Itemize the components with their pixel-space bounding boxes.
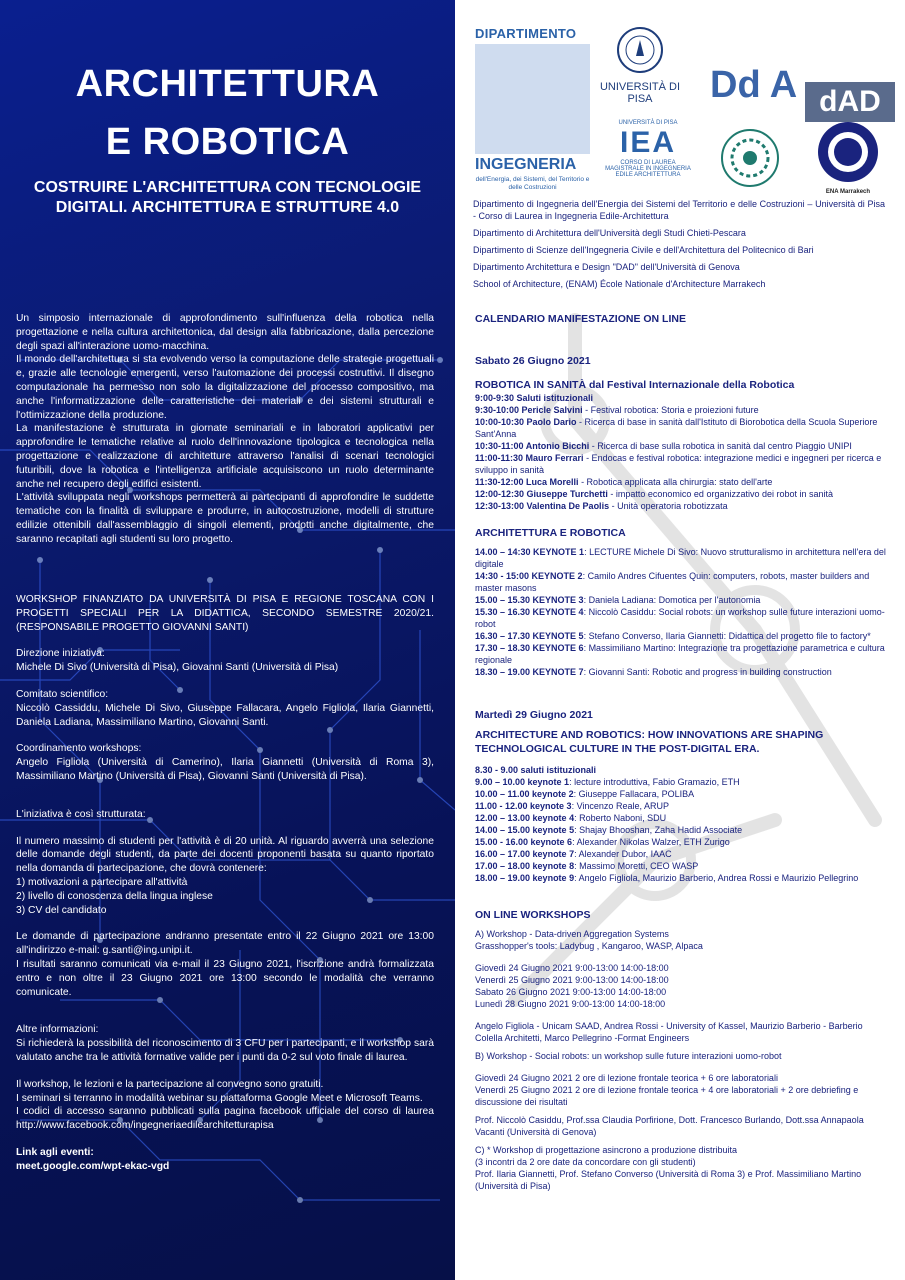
- iea-top: UNIVERSITÀ DI PISA: [618, 120, 678, 126]
- schedule-desc: : Stefano Converso, Ilaria Giannetti: Didattica del progetto file to factory*: [583, 631, 871, 641]
- workshop-a-date: Venerdì 25 Giugno 2021 9:00-13:00 14:00-18:00: [475, 975, 669, 985]
- schedule-desc: : Niccolò Casiddu: Social robots: un workshop sulle future interazioni uomo-robot: [475, 607, 885, 629]
- logo-area: [465, 18, 895, 198]
- department-item: Dipartimento di Scienze dell'Ingegneria Civile e dell'Architettura del Politecnico di Bari: [473, 245, 814, 255]
- workshop-b-date: Giovedì 24 Giugno 2021 2 ore di lezione frontale teorica + 6 ore laboratoriali: [475, 1073, 778, 1083]
- intro-paragraph: Un simposio internazionale di approfondimento sull'influenza della robotica nella progettazione e nella cultura architettonica, dal design alla fabbricazione, dalla percezione degli spazi all'interazione uomo-macchina.: [16, 313, 434, 352]
- main-title: [0, 55, 455, 171]
- workshop-b-title: B) Workshop - Social robots: un workshop sulle future interazioni uomo-robot: [475, 1051, 782, 1061]
- unipi-name: UNIVERSITÀ DI PISA: [599, 81, 681, 105]
- schedule-item: [475, 666, 887, 678]
- intro-text: [16, 312, 434, 547]
- schedule-item: [475, 812, 887, 824]
- schedule-time: 11.00 - 12.00 keynote 3: [475, 801, 572, 811]
- altre-value: Si richiederà la possibilità del riconoscimento di 3 CFU per i partecipanti, e il workshop sarà valutato anche tra le attività formative valide per i punti da 0-2 sul voto finale di laurea.: [16, 1038, 434, 1063]
- schedule-desc: : LECTURE Michele Di Sivo: Nuovo strutturalismo in architettura nell'era del digitale: [475, 547, 886, 569]
- schedule-time: 14.00 – 15.00 keynote 5: [475, 825, 575, 835]
- schedule-time: 15.30 – 16.30 KEYNOTE 4: [475, 607, 584, 617]
- direzione-value: Michele Di Sivo (Università di Pisa), Giovanni Santi (Università di Pisa): [16, 662, 339, 674]
- day-2-heading: Martedì 29 Giugno 2021: [475, 709, 593, 721]
- schedule-desc: - Ricerca di base in sanità dall'Istituto di Biorobotica della Scuola Superiore Sant'Anna: [475, 417, 878, 439]
- schedule-desc: : Massimo Moretti, CEO WASP: [574, 861, 699, 871]
- schedule-item: [475, 440, 887, 452]
- enam-caption: ENA Marrakech: [825, 189, 871, 195]
- unipi-logo: [595, 26, 685, 105]
- codici-text: I codici di accesso saranno pubblicati sulla pagina facebook ufficiale del corso di laurea http://www.facebook.com/ingegneriaedilearchitetturapisa: [16, 1106, 434, 1132]
- comitato-value: Niccolò Cassiddu, Michele Di Sivo, Giuseppe Fallacara, Angelo Figliola, Ilaria Giannetti, Daniela Ladiana, Massimiliano Martino, Giovanni Santi.: [16, 702, 434, 728]
- info-text: [16, 593, 434, 1174]
- workshop-a-people: Angelo Figliola - Unicam SAAD, Andrea Rossi - University of Kassel, Maurizio Barberio - Barberio Colella Architetti, Marco Pellegrino -Format Engineers: [475, 1021, 863, 1043]
- schedule-item: [475, 416, 887, 440]
- workshop-b-date: Venerdì 25 Giugno 2021 2 ore di lezione frontale teorica + 4 ore laboratoriali + 2 ore debriefing e discussione dei risultati: [475, 1085, 859, 1107]
- gratuiti-text: Il workshop, le lezioni e la partecipazione al convegno sono gratuiti.: [16, 1078, 324, 1090]
- schedule-item: [475, 570, 887, 594]
- schedule-item: [475, 606, 887, 630]
- ingegneria-label: INGEGNERIA: [475, 156, 577, 173]
- schedule-time: 10:30-11:00 Antonio Bicchi: [475, 441, 590, 451]
- department-item: Dipartimento di Ingegneria dell'Energia dei Sistemi del Territorio e delle Costruzioni – Università di Pisa - Corso di Laurea in Ingegneria Edile-Architettura: [473, 199, 885, 221]
- coordinamento-label: Coordinamento workshops:: [16, 743, 142, 755]
- schedule-item: [475, 500, 887, 512]
- enam-logo: [813, 120, 883, 200]
- schedule-item: [475, 546, 887, 570]
- seminari-text: I seminari si terranno in modalità webinar su piattaforma Google Meet e Microsoft Teams.: [16, 1092, 423, 1104]
- subtitle: COSTRUIRE L'ARCHITETTURA CON TECNOLOGIE DIGITALI. ARCHITETTURA E STRUTTURE 4.0: [33, 179, 422, 216]
- schedule-time: 9:00-9:30 Saluti istituzionali: [475, 393, 594, 403]
- dad-logo: dAD: [805, 82, 895, 122]
- iea-label: IEA: [619, 126, 676, 159]
- right-panel: [455, 0, 905, 1280]
- schedule-time: 17.00 – 18.00 keynote 8: [475, 861, 575, 871]
- intro-paragraph: Il mondo dell'architettura si sta evolvendo verso la computazione delle strategie progettuali e, grazie alle tecnologie emergenti, verso l'automazione dei processi costruttivi. Il disegno computazionale ha permesso non solo la digitalizzazione del processo compositivo, ma anche l'informatizzazione delle caratteristiche dei materiali e dei sistemi strutturali e l'ottimizzazione della produzione.: [16, 354, 434, 421]
- domande-text: Le domande di partecipazione andranno presentate entro il 22 Giugno 2021 ore 13:00 all'indirizzo e-mail: g.santi@ing.unipi.it.: [16, 931, 434, 957]
- iea-sub: CORSO DI LAUREA MAGISTRALE IN INGEGNERIA EDILE ARCHITETTURA: [605, 160, 691, 178]
- schedule-desc: : Giuseppe Fallacara, POLIBA: [573, 789, 695, 799]
- schedule-time: 15.00 - 16.00 keynote 6: [475, 837, 573, 847]
- schedule-desc: : Vincenzo Reale, ARUP: [571, 801, 669, 811]
- altre-label: Altre informazioni:: [16, 1024, 99, 1036]
- dipartimento-label: DIPARTIMENTO: [475, 26, 577, 41]
- department-item: Dipartimento di Architettura dell'Università degli Studi Chieti-Pescara: [473, 228, 746, 238]
- schedule-time: 12:30-13:00 Valentina De Paolis: [475, 501, 610, 511]
- schedule-item: [475, 642, 887, 666]
- schedule-time: 12:00-12:30 Giuseppe Turchetti: [475, 489, 608, 499]
- event-link[interactable]: meet.google.com/wpt-ekac-vgd: [16, 1160, 170, 1172]
- requirement-item: 3) CV del candidato: [16, 904, 107, 916]
- workshop-a-date: Giovedì 24 Giugno 2021 9:00-13:00 14:00-18:00: [475, 963, 669, 973]
- schedule-time: 18.30 – 19.00 KEYNOTE 7: [475, 667, 584, 677]
- schedule-desc: - Unità operatoria robotizzata: [609, 501, 728, 511]
- schedule-item: [475, 594, 887, 606]
- funding-note: WORKSHOP FINANZIATO DA UNIVERSITÀ DI PISA E REGIONE TOSCANA CON I PROGETTI SPECIALI PER LA DIDATTICA, SECONDO SEMESTRE 2020/21. (RESPONSABILE PROGETTO GIOVANNI SANTI): [16, 594, 434, 633]
- schedule-time: 14.00 – 14:30 KEYNOTE 1: [475, 547, 585, 557]
- schedule-item: [475, 824, 887, 836]
- workshop-a-title: A) Workshop - Data-driven Aggregation Systems: [475, 929, 669, 939]
- schedule-item: [475, 392, 887, 404]
- workshop-c-sub: (3 incontri da 2 ore date da concordare con gli studenti): [475, 1157, 696, 1167]
- schedule-desc: : Camilo Andres Cifuentes Quin: computers, robots, master builders and master masons: [475, 571, 870, 593]
- workshop-a-date: Sabato 26 Giugno 2021 9:00-13:00 14:00-18:00: [475, 987, 667, 997]
- workshop-a-date: Lunedì 28 Giugno 2021 9:00-13:00 14:00-18:00: [475, 999, 666, 1009]
- risultati-text: I risultati saranno comunicati via e-mail il 23 Giugno 2021, l'iscrizione andrà formalizzata entro e non oltre il 23 Giugno 2021 ore 13:00 secondo le modalità che verranno comunicate.: [16, 958, 434, 998]
- direzione-label: Direzione iniziativa:: [16, 648, 105, 660]
- unipi-seal-icon: [616, 26, 664, 74]
- schedule-item: [475, 872, 887, 884]
- session-1-title: ROBOTICA IN SANITÀ dal Festival Internazionale della Robotica: [475, 379, 795, 391]
- schedule-time: 16.30 – 17.30 KEYNOTE 5: [475, 631, 584, 641]
- schedule-item: [475, 788, 887, 800]
- comitato-label: Comitato scientifico:: [16, 688, 109, 700]
- schedule-item: [475, 488, 887, 500]
- workshop-c-people: Prof. Ilaria Giannetti, Prof. Stefano Converso (Università di Roma 3) e Prof. Massimiliano Martino (Università di Pisa): [475, 1169, 862, 1191]
- session-2-list: [475, 546, 887, 678]
- schedule-item: [475, 764, 887, 776]
- schedule-time: 11:30-12:00 Luca Morelli: [475, 477, 579, 487]
- schedule-desc: - Endocas e festival robotica: integrazione medici e ingegneri per ricerca e sviluppo in sanità: [475, 453, 882, 475]
- schedule-desc: : Shajay Bhooshan, Zaha Hadid Associate: [574, 825, 743, 835]
- schedule-time: 16.00 – 17.00 keynote 7: [475, 849, 575, 859]
- schedule-desc: : Alexander Nikolas Walzer, ETH Zurigo: [572, 837, 730, 847]
- title-line-1: ARCHITETTURA: [75, 63, 380, 105]
- session-3-list: [475, 764, 887, 884]
- dda-logo: Dd A: [710, 64, 798, 106]
- schedule-time: 10:00-10:30 Paolo Dario: [475, 417, 577, 427]
- dipartimento-logo: [475, 26, 590, 201]
- requirement-item: 1) motivazioni a partecipare all'attività: [16, 876, 188, 888]
- schedule-time: 9:30-10:00 Pericle Salvini: [475, 405, 583, 415]
- department-item: Dipartimento Architettura e Design "DAD" dell'Università di Genova: [473, 262, 740, 272]
- schedule-desc: - Festival robotica: Storia e proiezioni future: [582, 405, 759, 415]
- enam-seal-icon: [816, 120, 880, 184]
- schedule-desc: : Roberto Naboni, SDU: [574, 813, 667, 823]
- workshop-a-tools: Grasshopper's tools: Ladybug , Kangaroo, WASP, Alpaca: [475, 941, 703, 951]
- schedule-desc: - Ricerca di base sulla robotica in sanità dal centro Piaggio UNIPI: [589, 441, 852, 451]
- workshop-c-title: C) * Workshop di progettazione asincrono a produzione distribuita: [475, 1145, 737, 1155]
- calendar-heading: CALENDARIO MANIFESTAZIONE ON LINE: [475, 313, 686, 325]
- calendar: [475, 312, 887, 1192]
- schedule-desc: : lecture introduttiva, Fabio Gramazio, ETH: [569, 777, 740, 787]
- link-label: Link agli eventi:: [16, 1146, 94, 1158]
- schedule-item: [475, 630, 887, 642]
- schedule-time: 12.00 – 13.00 keynote 4: [475, 813, 575, 823]
- schedule-time: 15.00 – 15.30 KEYNOTE 3: [475, 595, 584, 605]
- title-line-2: E ROBOTICA: [105, 121, 350, 163]
- schedule-desc: : Giovanni Santi: Robotic and progress in building construction: [583, 667, 832, 677]
- schedule-time: 10.00 – 11.00 keynote 2: [475, 789, 574, 799]
- schedule-desc: : Angelo Figliola, Maurizio Barberio, Andrea Rossi e Maurizio Pellegrino: [574, 873, 859, 883]
- iea-logo: [603, 120, 693, 178]
- coordinamento-value: Angelo Figliola (Università di Camerino), Ilaria Giannetti (Università di Roma 3), Massimiliano Martino (Università di Pisa), Giovanni Santi (Università di Pisa).: [16, 757, 434, 782]
- schedule-time: 8.30 - 9.00 saluti istituzionali: [475, 765, 597, 775]
- requirement-item: 2) livello di conoscenza della lingua inglese: [16, 890, 213, 902]
- session-1-list: [475, 392, 887, 512]
- schedule-time: 17.30 – 18.30 KEYNOTE 6: [475, 643, 584, 653]
- schedule-desc: : Daniela Ladiana: Domotica per l'autonomia: [583, 595, 761, 605]
- schedule-time: 18.00 – 19.00 keynote 9: [475, 873, 575, 883]
- department-list: [473, 198, 885, 295]
- struttura-value: Il numero massimo di studenti per l'attività è di 20 unità. Al riguardo avverrà una selezione delle domande degli studenti, da parte dei docenti proponenti basata su quanto riportato nella domanda di partecipazione, che dovrà contenere:: [16, 835, 434, 875]
- day-1-heading: Sabato 26 Giugno 2021: [475, 355, 591, 367]
- workshop-b-people: Prof. Niccolò Casiddu, Prof.ssa Claudia Porfirione, Dott. Francesco Burlando, Dott.ssa Annapaola Vacanti (Università di Genova): [475, 1115, 864, 1137]
- schedule-desc: - impatto economico ed organizzativo dei robot in sanità: [607, 489, 834, 499]
- logo-graphic: [475, 44, 590, 154]
- workshops-heading: ON LINE WORKSHOPS: [475, 909, 591, 921]
- schedule-item: [475, 452, 887, 476]
- schedule-desc: : Alexander Dubor, IAAC: [574, 849, 672, 859]
- session-3-title: ARCHITECTURE AND ROBOTICS: HOW INNOVATIONS ARE SHAPING TECHNOLOGICAL CULTURE IN THE POST-DIGITAL ERA.: [475, 729, 824, 755]
- schedule-desc: : Massimiliano Martino: Integrazione tra progettazione parametrica e cultura regionale: [475, 643, 885, 665]
- intro-paragraph: L'attività sviluppata negli workshops permetterà ai partecipanti di approfondire le suddette tematiche con la finalità di sviluppare e produrre, in autocostruzione, modelli di strutture edilizie ottenibili dall'assemblaggio di singoli elementi, prodotti anche digitalmente, che saranno recapitati agli studenti su loro progetto.: [16, 492, 434, 545]
- schedule-item: [475, 848, 887, 860]
- dipartimento-sub: dell'Energia, dei Sistemi, del Territorio e delle Costruzioni: [475, 176, 590, 191]
- session-2-title: ARCHITETTURA E ROBOTICA: [475, 527, 626, 539]
- schedule-item: [475, 404, 887, 416]
- schedule-desc: - Robotica applicata alla chirurgia: stato dell'arte: [578, 477, 773, 487]
- poliba-seal-icon: [720, 128, 780, 188]
- schedule-time: 9.00 – 10.00 keynote 1: [475, 777, 570, 787]
- schedule-time: 14:30 - 15:00 KEYNOTE 2: [475, 571, 583, 581]
- struttura-label: L'iniziativa è così strutturata:: [16, 808, 146, 820]
- schedule-item: [475, 476, 887, 488]
- schedule-item: [475, 776, 887, 788]
- schedule-item: [475, 860, 887, 872]
- schedule-item: [475, 800, 887, 812]
- schedule-item: [475, 836, 887, 848]
- schedule-time: 11:00-11:30 Mauro Ferrari: [475, 453, 584, 463]
- intro-paragraph: La manifestazione è strutturata in giornate seminariali e in laboratori applicativi per approfondire le tematiche relative al ruolo dell'innovazione tipologica e tecnologica nella progettazione e realizzazione di architetture attraverso l'analisi di scenari tecnologici futuribili, dove la robotica e l'intelligenza artificiale acquisiscono un ruolo determinante anche nel recupero degli edifici esistenti.: [16, 423, 434, 490]
- department-item: School of Architecture, (ENAM) École Nationale d'Architecture Marrakech: [473, 279, 766, 289]
